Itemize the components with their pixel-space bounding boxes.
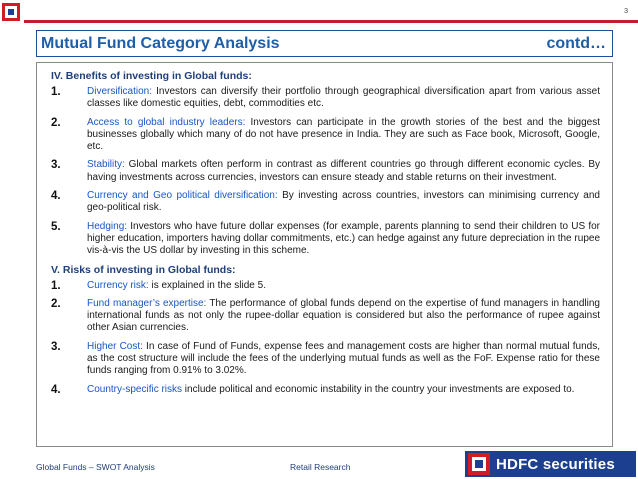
item-label: Currency and Geo political diversification: (87, 190, 278, 202)
footer-title: Global Funds – SWOT Analysis (36, 462, 155, 472)
item-body: is explained in the slide 5. (148, 279, 266, 291)
item-number: 1. (51, 279, 61, 292)
section-heading-benefits: IV. Benefits of investing in Global funds: (51, 70, 252, 82)
item-label: Country-specific risks (87, 383, 183, 395)
item-label: Hedging: (87, 220, 128, 232)
item-body: include political and economic instability in the country your investments are exposed to. (182, 383, 575, 395)
header-rule (24, 20, 638, 23)
list-item (51, 221, 600, 258)
list-item (51, 159, 600, 184)
item-label: Stability: (87, 159, 125, 171)
item-text (87, 280, 600, 292)
list-item (51, 117, 600, 154)
item-body: By investing across countries, investors can minimising currency and geo-political risk. (87, 190, 600, 214)
item-number: 2. (51, 116, 61, 129)
hdfc-logo-icon (2, 3, 20, 21)
item-text (87, 298, 600, 335)
item-label: Higher Cost: (87, 340, 143, 352)
brand-banner (465, 451, 636, 477)
list-item (51, 280, 600, 292)
title-bar (36, 30, 613, 57)
item-label: Diversification: (87, 86, 153, 97)
footer-department: Retail Research (290, 462, 351, 472)
item-body: Investors can participate in the growth stories of the best and the biggest businesses globally which many of do not have presence in India. They are such as Face book, Microsoft, Google, etc. (87, 116, 601, 153)
item-text (87, 190, 600, 215)
section-heading-risks: V. Risks of investing in Global funds: (51, 263, 236, 276)
item-number: 3. (51, 159, 61, 172)
item-text (87, 86, 600, 111)
item-body: Investors who have future dollar expenses (for example, parents planning to send their children to US for higher education, importers having dollar commitments, etc.) can hedge against any future depreciation in the rupee vis-à-vis the US dollar by investing in this scheme. (87, 220, 600, 257)
item-text (87, 221, 600, 258)
item-body: In case of Fund of Funds, expense fees and management costs are higher than normal mutual funds, as the cost structure will include the fees of the underlying mutual funds as well as the FoF. Expense ratio for these funds ranging from 0.91% to 3.02%. (87, 340, 600, 377)
page-number: 3 (624, 8, 628, 15)
list-item (51, 341, 600, 378)
item-label: Currency risk: (87, 279, 149, 291)
contd-label: contd… (546, 35, 606, 52)
item-number: 3. (51, 340, 61, 353)
item-label: Access to global industry leaders: (87, 116, 246, 128)
page-title: Mutual Fund Category Analysis (41, 35, 280, 52)
item-number: 5. (51, 220, 61, 233)
item-body: Global markets often perform in contrast as different countries go through different economic cycles. By having investments across currencies, investors can ensure steady and stable returns on their investment. (87, 159, 600, 183)
brand-name: HDFC securities (496, 455, 615, 473)
item-body: The performance of global funds depend on the expertise of fund managers in handling international funds as not only the rupee-dollar equation is considered but also the performance of rupee against other Asian currencies. (87, 297, 600, 334)
item-text (87, 384, 600, 396)
item-label: Fund manager’s expertise: (87, 297, 207, 309)
item-number: 2. (51, 297, 61, 310)
item-text (87, 341, 600, 378)
list-item (51, 298, 600, 335)
content-panel (36, 62, 613, 447)
list-item (51, 190, 600, 215)
item-text (87, 117, 600, 154)
item-text (87, 159, 600, 184)
list-item (51, 86, 600, 111)
hdfc-logo-icon (468, 453, 490, 475)
item-body: Investors can diversify their portfolio through geographical diversification apart from various asset classes like domestic equities, debt, commodities etc. (87, 86, 600, 110)
item-number: 4. (51, 190, 61, 203)
item-number: 4. (51, 383, 61, 396)
list-item (51, 384, 600, 396)
item-number: 1. (51, 86, 61, 98)
